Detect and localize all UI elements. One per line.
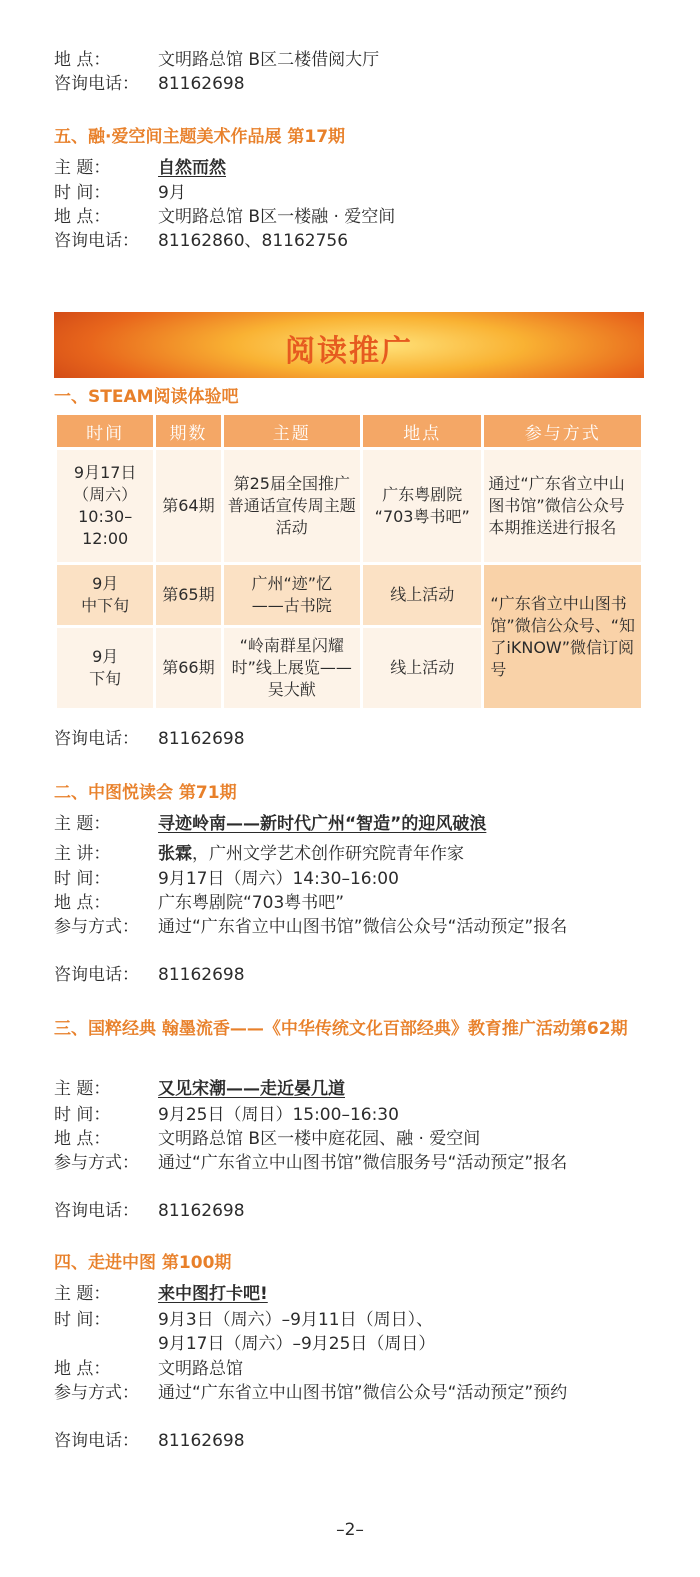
phone-label: 咨询电话： [54, 231, 139, 251]
speaker-name: 张霖 [158, 844, 192, 864]
speaker-label: 主 讲： [54, 844, 111, 864]
location-value: 文明路总馆 B区一楼融 · 爱空间 [158, 207, 396, 227]
row-issue: 第64期 [156, 450, 220, 562]
method-value: 通过“广东省立中山图书馆”微信公众号“活动预定”预约 [158, 1383, 568, 1403]
reading-method-row [54, 915, 660, 939]
row-place: 广东粤剧院 “703粤书吧” [363, 450, 481, 562]
reading-promotion-banner [54, 312, 644, 378]
classics-title: 三、国粹经典 翰墨流香——《中华传统文化百部经典》教育推广活动第62期 [54, 1019, 628, 1039]
reading-phone-row [54, 963, 660, 987]
method-label: 参与方式： [54, 1153, 139, 1173]
time-label: 时 间： [54, 183, 111, 203]
theme-label: 主 题： [54, 1079, 111, 1099]
banner-title: 阅读推广 [285, 334, 413, 369]
time-value: 9月25日（周日）15:00–16:30 [158, 1105, 399, 1125]
steam-title: 一、STEAM阅读体验吧 [54, 387, 239, 407]
classics-theme-row [54, 1077, 660, 1101]
location-label: 地 点： [54, 1359, 111, 1379]
time-value: 9月17日（周六）14:30–16:00 [158, 869, 399, 889]
location-value: 文明路总馆 B区一楼中庭花园、融 · 爱空间 [158, 1129, 481, 1149]
phone-value: 81162698 [158, 74, 245, 94]
location-label: 地 点： [54, 893, 111, 913]
method-label: 参与方式： [54, 1383, 139, 1403]
location-value: 广东粤剧院“703粤书吧” [158, 893, 345, 913]
time-value: 9月17日（周六）–9月25日（周日） [158, 1334, 436, 1354]
phone-value: 81162698 [158, 1201, 245, 1221]
classics-phone-row [54, 1199, 660, 1223]
header-issue: 期数 [156, 415, 220, 447]
phone-value: 81162698 [158, 1431, 245, 1451]
phone-label: 咨询电话： [54, 74, 139, 94]
location-label: 地 点： [54, 1129, 111, 1149]
method-value: 通过“广东省立中山图书馆”微信公众号“活动预定”报名 [158, 917, 568, 937]
method-label: 参与方式： [54, 917, 139, 937]
theme-label: 主 题： [54, 814, 111, 834]
theme-value: 自然而然 [158, 158, 226, 178]
classics-location-row [54, 1127, 660, 1151]
time-label: 时 间： [54, 1310, 111, 1330]
method-value: 通过“广东省立中山图书馆”微信服务号“活动预定”报名 [158, 1153, 568, 1173]
theme-value: 又见宋潮——走近晏几道 [158, 1079, 345, 1099]
location-value: 文明路总馆 [158, 1359, 243, 1379]
exhibit-location-row [54, 205, 660, 229]
location-value: 文明路总馆 B区二楼借阅大厅 [158, 50, 380, 70]
phone-value: 81162698 [158, 965, 245, 985]
reading-title: 二、中图悦读会 第71期 [54, 783, 237, 803]
row-time: 9月17日 （周六） 10:30–12:00 [57, 450, 153, 562]
header-theme: 主题 [224, 415, 360, 447]
exhibit-title: 五、融·爱空间主题美术作品展 第17期 [54, 127, 346, 147]
visit-time-row-2 [54, 1332, 660, 1356]
table-header-row [57, 415, 641, 447]
reading-theme-row [54, 812, 660, 836]
table-row [57, 565, 641, 625]
reading-location-row [54, 891, 660, 915]
row-theme: “岭南群星闪耀时”线上展览——吴大猷 [224, 628, 360, 708]
top-location-row [54, 48, 660, 72]
row-issue: 第65期 [156, 565, 220, 625]
classics-time-row [54, 1103, 660, 1127]
top-phone-row [54, 72, 660, 96]
visit-method-row [54, 1381, 660, 1405]
time-label: 时 间： [54, 1105, 111, 1125]
exhibit-theme-row [54, 156, 660, 180]
row-method: 通过“广东省立中山图书馆”微信公众号本期推送进行报名 [484, 450, 641, 562]
visit-time-row [54, 1308, 660, 1332]
phone-label: 咨询电话： [54, 1431, 139, 1451]
row-place: 线上活动 [363, 628, 481, 708]
phone-value: 81162860、81162756 [158, 231, 349, 251]
steam-table [54, 412, 644, 711]
visit-location-row [54, 1357, 660, 1381]
row-theme: 广州“迹”忆 ——古书院 [224, 565, 360, 625]
time-value: 9月 [158, 183, 186, 203]
visit-title: 四、走进中图 第100期 [54, 1253, 232, 1273]
theme-label: 主 题： [54, 158, 111, 178]
theme-value: 来中图打卡吧! [158, 1284, 268, 1304]
row-time: 9月 中下旬 [57, 565, 153, 625]
time-label: 时 间： [54, 869, 111, 889]
row-place: 线上活动 [363, 565, 481, 625]
header-method: 参与方式 [484, 415, 641, 447]
exhibit-time-row [54, 181, 660, 205]
speaker-desc: ，广州文学艺术创作研究院青年作家 [192, 844, 464, 864]
visit-theme-row [54, 1282, 660, 1306]
location-label: 地 点： [54, 50, 111, 70]
reading-time-row [54, 867, 660, 891]
header-place: 地点 [363, 415, 481, 447]
phone-label: 咨询电话： [54, 1201, 139, 1221]
theme-value: 寻迹岭南——新时代广州“智造”的迎风破浪 [158, 814, 487, 834]
row-theme: 第25届全国推广普通话宣传周主题活动 [224, 450, 360, 562]
classics-method-row [54, 1151, 660, 1175]
table-row [57, 450, 641, 562]
row-time: 9月 下旬 [57, 628, 153, 708]
steam-phone-row [54, 727, 660, 751]
header-time: 时间 [57, 415, 153, 447]
theme-label: 主 题： [54, 1284, 111, 1304]
phone-label: 咨询电话： [54, 965, 139, 985]
row-method: “广东省立中山图书馆”微信公众号、“知了iKNOW”微信订阅号 [484, 565, 641, 708]
exhibit-phone-row [54, 229, 660, 253]
phone-label: 咨询电话： [54, 729, 139, 749]
location-label: 地 点： [54, 207, 111, 227]
visit-phone-row [54, 1429, 660, 1453]
time-value: 9月3日（周六）–9月11日（周日）、 [158, 1310, 434, 1330]
page-number: –2– [336, 1520, 364, 1540]
reading-speaker-row [54, 842, 660, 866]
row-issue: 第66期 [156, 628, 220, 708]
phone-value: 81162698 [158, 729, 245, 749]
